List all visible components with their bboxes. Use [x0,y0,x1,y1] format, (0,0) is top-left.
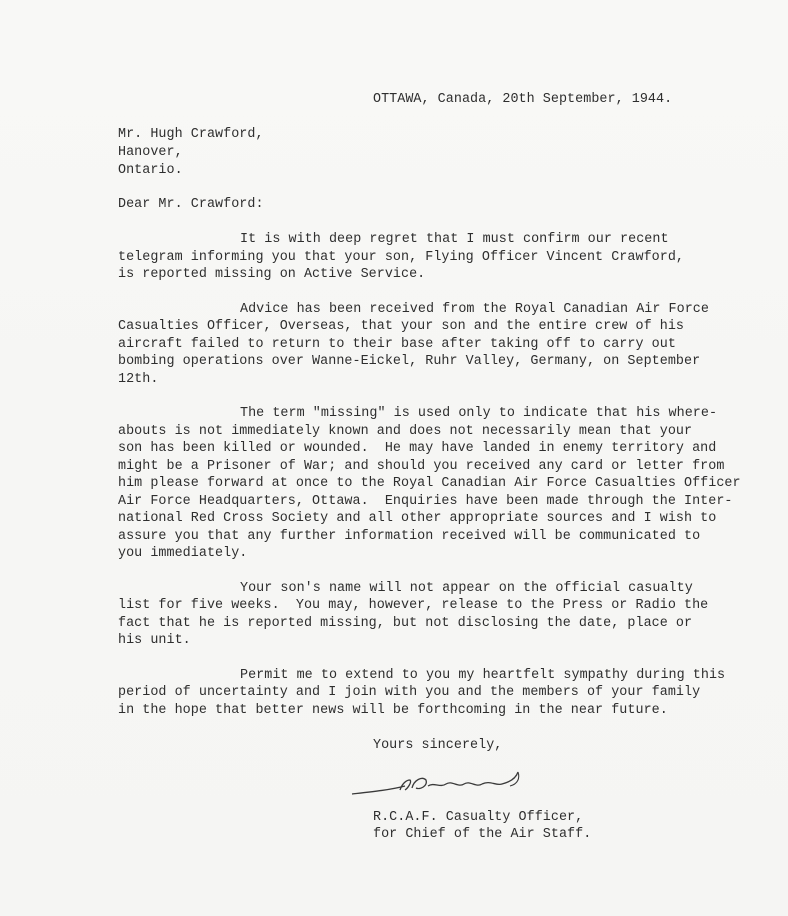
recipient-province: Ontario. [118,163,183,178]
paragraph-1-line-3: is reported missing on Active Service. [118,267,426,282]
paragraph-3-line-6: Air Force Headquarters, Ottawa. Enquiries have been made through the Inter- [118,494,733,509]
paragraph-3-line-4: might be a Prisoner of War; and should you received any card or letter from [118,459,725,474]
paragraph-3-line-7: national Red Cross Society and all other appropriate sources and I wish to [118,511,717,526]
paragraph-5-line-2: period of uncertainty and I join with you and the members of your family [118,685,701,700]
recipient-city: Hanover, [118,145,183,160]
paragraph-4-line-1: Your son's name will not appear on the official casualty [240,581,693,596]
paragraph-5-line-3: in the hope that better news will be forthcoming in the near future. [118,703,668,718]
paragraph-3-line-3: son has been killed or wounded. He may have landed in enemy territory and [118,441,717,456]
paragraph-1-line-1: It is with deep regret that I must confirm our recent [240,232,669,247]
signer-title: R.C.A.F. Casualty Officer, [373,810,584,825]
paragraph-1-line-2: telegram informing you that your son, Flying Officer Vincent Crawford, [118,250,684,265]
salutation: Dear Mr. Crawford: [118,197,264,212]
paragraph-2-line-2: Casualties Officer, Overseas, that your son and the entire crew of his [118,319,684,334]
paragraph-4-line-3: fact that he is reported missing, but not disclosing the date, place or [118,616,693,631]
handwritten-signature [350,768,550,800]
paragraph-5-line-1: Permit me to extend to you my heartfelt sympathy during this [240,668,726,683]
signer-for: for Chief of the Air Staff. [373,827,592,842]
paragraph-2-line-4: bombing operations over Wanne-Eickel, Ruhr Valley, Germany, on September [118,354,701,369]
dateline: OTTAWA, Canada, 20th September, 1944. [373,92,673,107]
paragraph-3-line-8: assure you that any further information received will be communicated to [118,529,701,544]
paragraph-2-line-5: 12th. [118,372,159,387]
recipient-name: Mr. Hugh Crawford, [118,127,264,142]
paragraph-4-line-2: list for five weeks. You may, however, release to the Press or Radio the [118,598,709,613]
closing: Yours sincerely, [373,738,503,753]
paragraph-3-line-5: him please forward at once to the Royal Canadian Air Force Casualties Officer [118,476,741,491]
paragraph-2-line-1: Advice has been received from the Royal Canadian Air Force [240,302,709,317]
paragraph-4-line-4: his unit. [118,633,191,648]
paragraph-3-line-1: The term "missing" is used only to indicate that his where- [240,406,718,421]
paragraph-3-line-2: abouts is not immediately known and does not necessarily mean that your [118,424,693,439]
paragraph-3-line-9: you immediately. [118,546,248,561]
paragraph-2-line-3: aircraft failed to return to their base after taking off to carry out [118,337,676,352]
